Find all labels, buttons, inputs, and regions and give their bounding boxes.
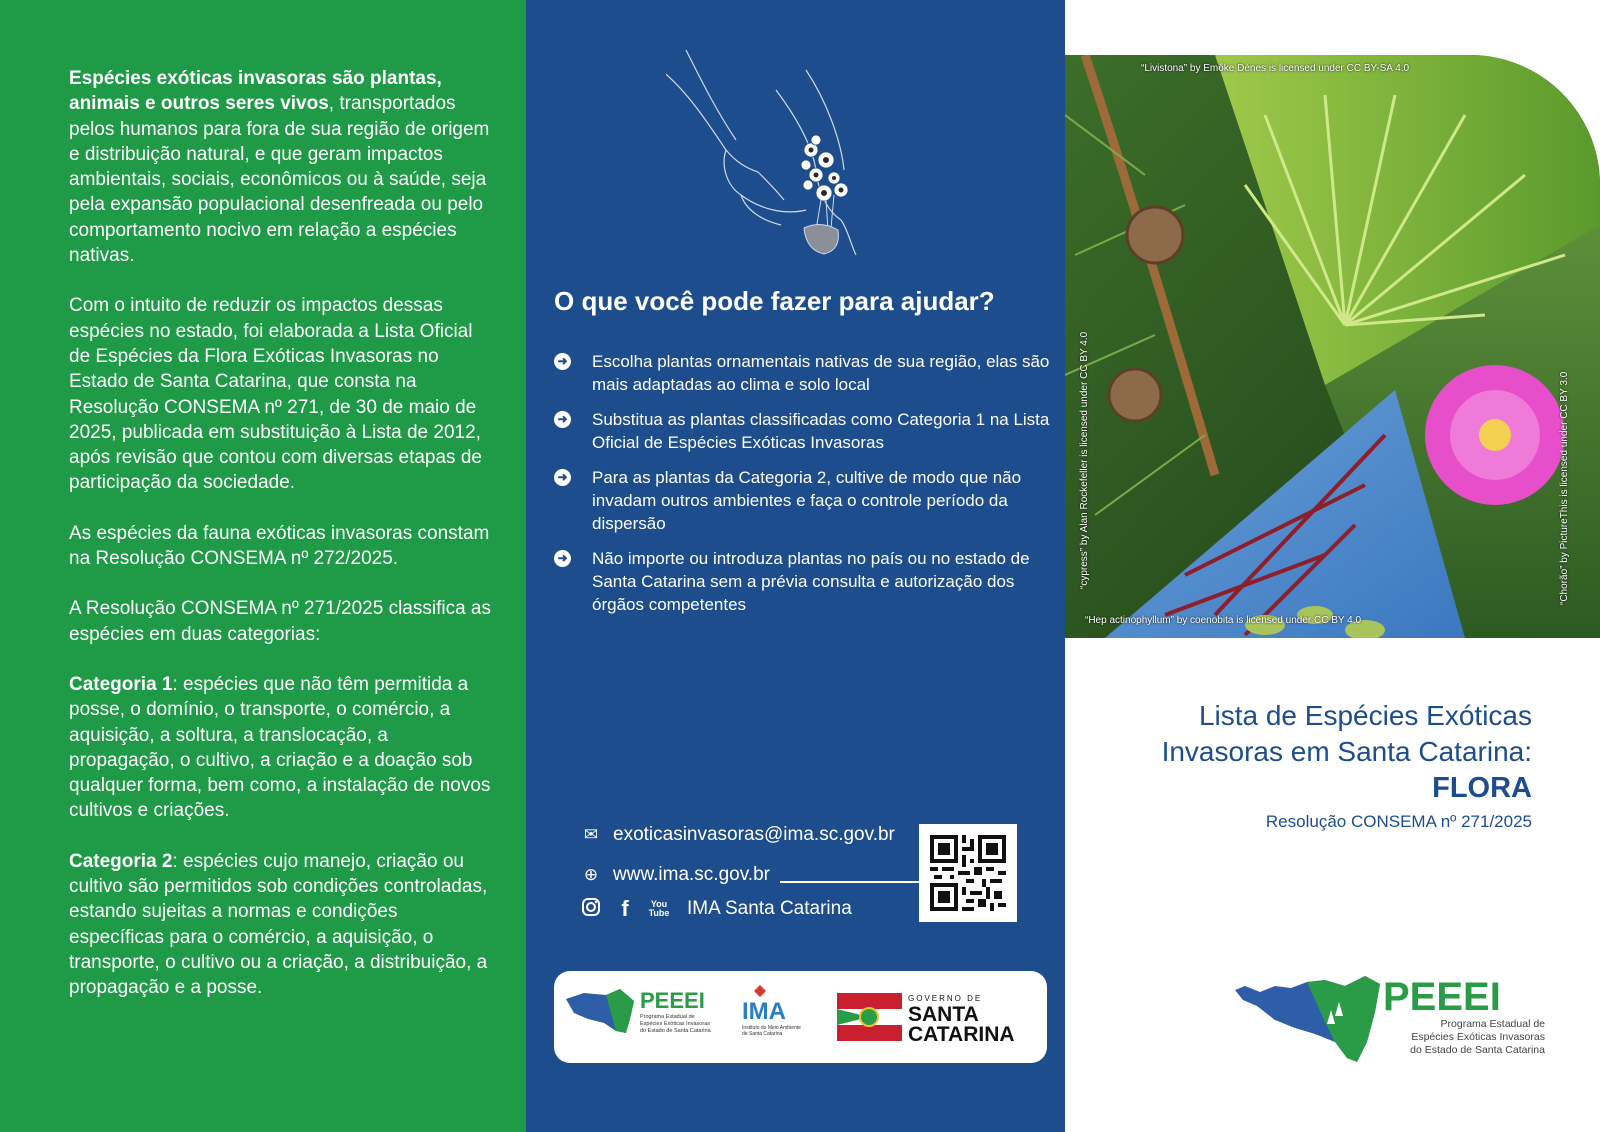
catarina-label: CATARINA xyxy=(908,1023,1015,1046)
social-row[interactable] xyxy=(579,896,852,922)
arrow-right-icon: ➜ xyxy=(554,411,571,428)
ima-logo xyxy=(742,985,801,1037)
category-2-paragraph xyxy=(69,849,496,1001)
credit-chorao: “Chorão” by PictureThis is licensed under CC BY 3.0 xyxy=(1559,371,1570,605)
email-row[interactable] xyxy=(579,824,895,846)
help-item-text: Escolha plantas ornamentais nativas de sua região, elas são mais adaptadas ao clima e solo local xyxy=(592,352,1050,394)
instagram-icon[interactable] xyxy=(579,897,603,922)
governo-sc-logo xyxy=(837,993,1015,1046)
credit-livistona: “Livistona” by Emőke Dénes is licensed under CC BY-SA 4.0 xyxy=(1141,63,1410,74)
peeei-logo-small xyxy=(566,988,712,1034)
brochure-title xyxy=(1162,698,1532,832)
right-panel xyxy=(1065,0,1600,1132)
title-resolution: Resolução CONSEMA nº 271/2025 xyxy=(1265,812,1532,831)
title-line-1: Lista de Espécies Exóticas xyxy=(1198,700,1532,731)
intro-paragraph xyxy=(69,66,496,268)
help-item-text: Substitua as plantas classificadas como Categoria 1 na Lista Oficial de Espécies Exóticas Invasoras xyxy=(592,410,1050,452)
globe-icon: ⊕ xyxy=(583,865,599,884)
list-paragraph: Com o intuito de reduzir os impactos dessas espécies no estado, foi elaborada a Lista Oficial de Espécies da Flora Exóticas Invasoras no Estado de Santa Catarina, que consta na Resolução CONSEMA nº 271, de 30 de maio de 2025, publicada em substituição à Lista de 2012, após revisão que contou com diversas etapas de participação da sociedade. xyxy=(69,295,482,494)
help-item xyxy=(554,547,1054,616)
svg-text:Instituto do Meio Ambiente: Instituto do Meio Ambiente xyxy=(742,1025,801,1031)
santa-label: SANTA xyxy=(908,1003,979,1026)
qr-code-pattern xyxy=(930,835,1006,911)
categories-paragraph: A Resolução CONSEMA nº 271/2025 classifica as espécies em duas categorias: xyxy=(69,598,491,645)
help-list xyxy=(554,350,1054,628)
social-handle[interactable]: IMA Santa Catarina xyxy=(687,898,852,919)
plant-collage-image xyxy=(1065,55,1600,638)
title-line-2: Invasoras em Santa Catarina: xyxy=(1161,736,1532,767)
svg-text:Programa Estadual de: Programa Estadual de xyxy=(640,1014,695,1020)
category-1-label: Categoria 1 xyxy=(69,673,173,695)
help-item xyxy=(554,350,1054,396)
website-row[interactable] xyxy=(579,864,770,886)
hand-planting-illustration xyxy=(666,50,906,270)
category-1-text: : espécies que não têm permitida a posse, o domínio, o transporte, o comércio, a aquisição, a soltura, a translocação, a propagação, o cultivo, a criação e a doação sob qualquer forma, bem como, a instalação de novos cultivos e criações. xyxy=(69,673,491,822)
partner-logos xyxy=(554,971,1047,1063)
arrow-right-icon: ➜ xyxy=(554,550,571,567)
intro-rest: , transportados pelos humanos para fora de sua região de origem e distribuição natural, e que geram impactos ambientais, sociais, econômicos ou à saúde, seja pela expansão populacional desenfreada ou pelo comportamento nocivo em relação a espécies nativas. xyxy=(69,93,490,267)
peeei-name: PEEEI xyxy=(1383,975,1501,1019)
arrow-right-icon: ➜ xyxy=(554,353,571,370)
plant-photo-collage xyxy=(1065,55,1600,638)
category-1-paragraph xyxy=(69,672,496,824)
credit-cypress: “cypress” by Alan Rockefeller is licensed under CC BY 4.0 xyxy=(1079,331,1090,589)
ima-name: IMA xyxy=(742,998,786,1025)
intro-bold: Espécies exóticas invasoras são plantas, animais e outros seres vivos xyxy=(69,68,442,115)
fauna-paragraph: As espécies da fauna exóticas invasoras constam na Resolução CONSEMA nº 272/2025. xyxy=(69,522,490,570)
email-link[interactable]: exoticasinvasoras@ima.sc.gov.br xyxy=(613,824,895,845)
qr-connector-line xyxy=(780,881,919,883)
partner-logos-bar xyxy=(554,971,1047,1063)
peeei-sub-1: Programa Estadual de xyxy=(1440,1018,1545,1030)
title-flora: FLORA xyxy=(1432,772,1532,804)
peeei-sub-2: Espécies Exóticas Invasoras xyxy=(1411,1031,1545,1043)
help-title: O que você pode fazer para ajudar? xyxy=(554,286,995,316)
peeei-sub-3: do Estado de Santa Catarina xyxy=(1410,1044,1545,1056)
middle-panel xyxy=(526,0,1065,1132)
governo-label: GOVERNO DE xyxy=(908,994,983,1003)
help-item xyxy=(554,466,1054,535)
category-2-label: Categoria 2 xyxy=(69,850,173,872)
peeei-small-name: PEEEI xyxy=(640,988,705,1013)
arrow-right-icon: ➜ xyxy=(554,469,571,486)
category-2-text: : espécies cujo manejo, criação ou cultivo são permitidos sob condições controladas, estando sujeitas a normas e condições específicas para o comércio, a aquisição, o transporte, o cultivo ou a criação, a distribuição, a propagação e a posse. xyxy=(69,850,488,999)
peeei-logo xyxy=(1235,972,1545,1082)
help-item-text: Não importe ou introduza plantas no país ou no estado de Santa Catarina sem a prévia consulta e autorização dos órgãos competentes xyxy=(592,549,1030,614)
youtube-icon[interactable]: You Tube xyxy=(648,899,670,918)
svg-text:Espécies Exóticas Invasoras: Espécies Exóticas Invasoras xyxy=(640,1021,711,1027)
help-item xyxy=(554,408,1054,454)
facebook-icon[interactable]: f xyxy=(621,896,629,921)
left-panel xyxy=(0,0,526,1132)
help-item-text: Para as plantas da Categoria 2, cultive de modo que não invadam outros ambientes e faça o controle período da dispersão xyxy=(592,468,1022,533)
qr-code[interactable] xyxy=(919,824,1017,922)
mail-icon: ✉ xyxy=(583,825,599,844)
credit-hep: “Hep actinophyllum” by coenobita is licensed under CC BY 4.0 xyxy=(1085,615,1362,626)
svg-text:de Santa Catarina: de Santa Catarina xyxy=(742,1031,783,1037)
svg-text:do Estado de Santa Catarina: do Estado de Santa Catarina xyxy=(640,1028,711,1034)
website-link[interactable]: www.ima.sc.gov.br xyxy=(613,864,770,885)
